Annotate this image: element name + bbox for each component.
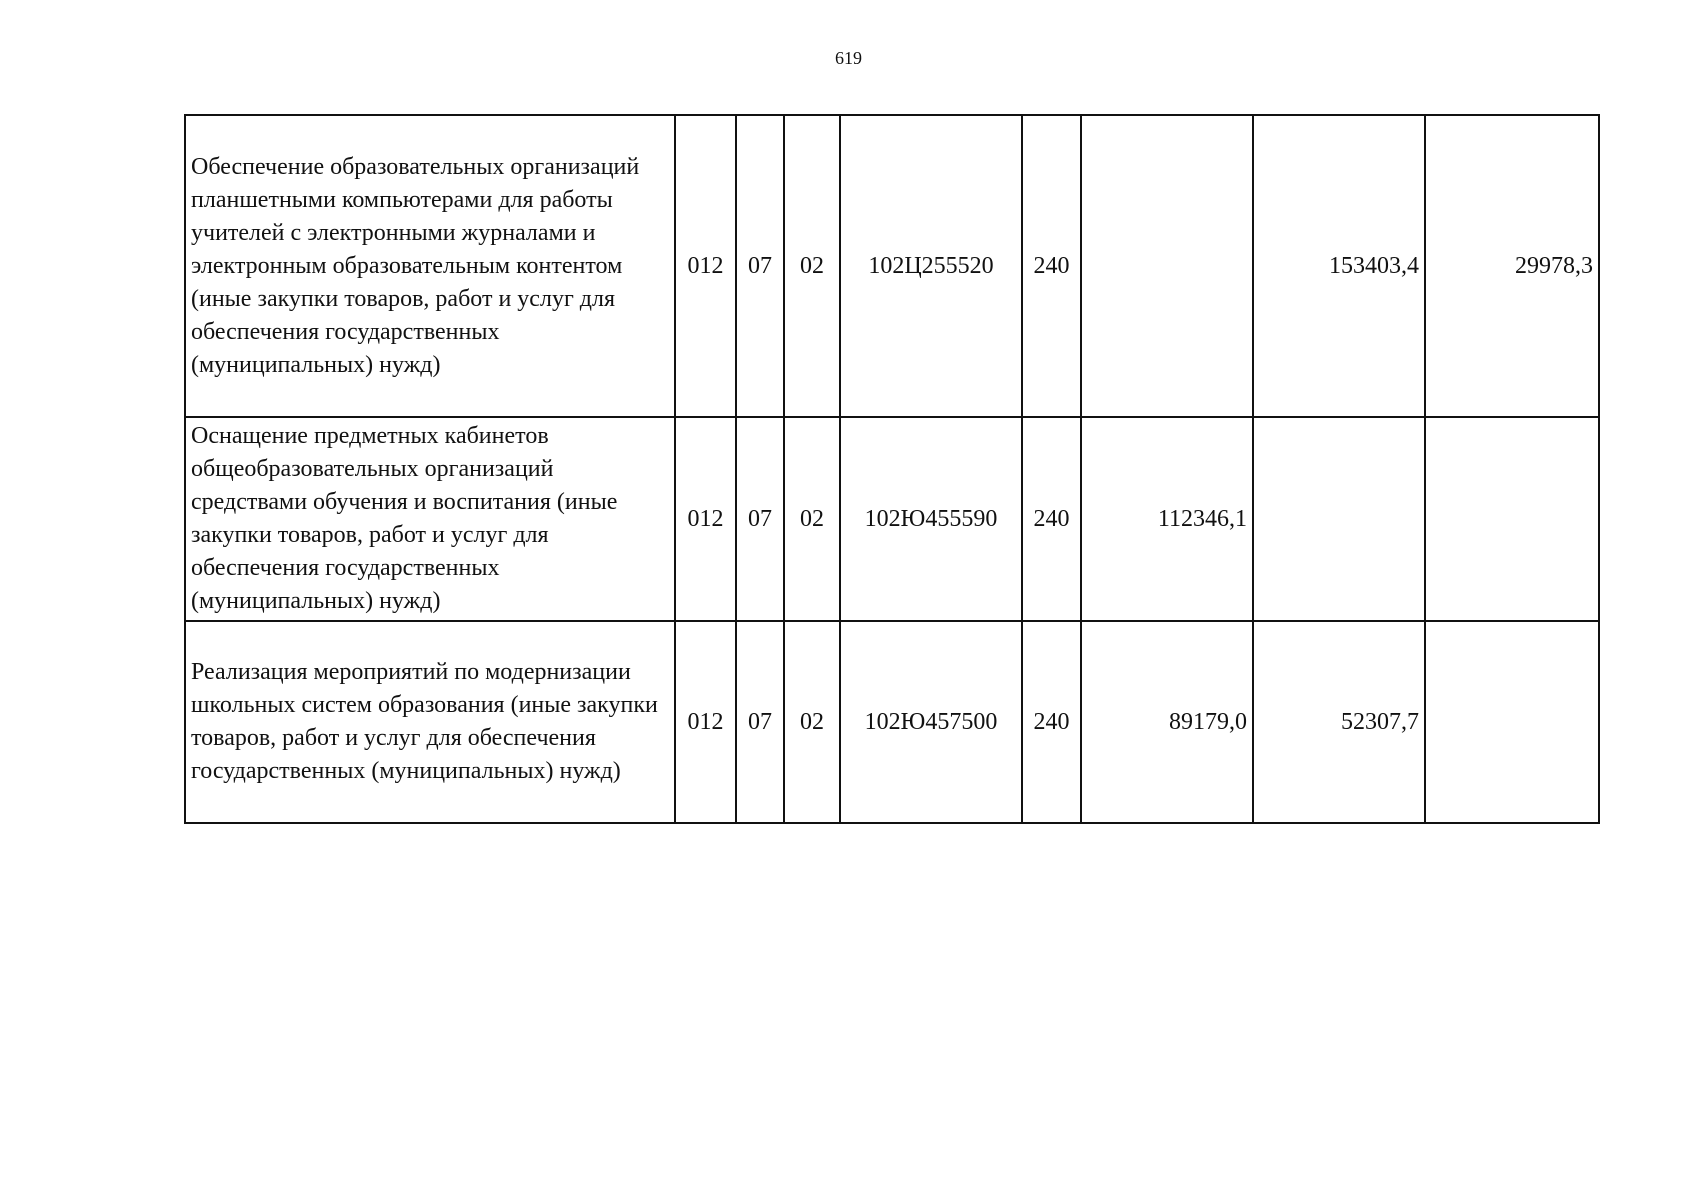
section-code-cell: 07 <box>736 417 784 621</box>
amount-1-cell: 112346,1 <box>1081 417 1253 621</box>
amount-2-cell: 52307,7 <box>1253 621 1425 823</box>
ministry-code-cell: 012 <box>675 621 736 823</box>
expense-type-cell: 240 <box>1022 621 1081 823</box>
target-article-cell: 102Ю455590 <box>840 417 1022 621</box>
amount-3-cell <box>1425 417 1599 621</box>
amount-3-cell <box>1425 621 1599 823</box>
amount-2-cell: 153403,4 <box>1253 115 1425 417</box>
ministry-code-cell: 012 <box>675 115 736 417</box>
target-article-cell: 102Ц255520 <box>840 115 1022 417</box>
table-row <box>185 621 1599 823</box>
description-cell: Обеспечение образовательных организаций планшетными компьютерами для работы учителей с электронными журналами и электронным образовательным контентом (иные закупки товаров, работ и услуг для обеспечения государственных (муниципальных) нужд) <box>185 115 675 417</box>
amount-1-cell <box>1081 115 1253 417</box>
description-cell: Оснащение предметных кабинетов общеобразовательных организаций средствами обучения и воспитания (иные закупки товаров, работ и услуг для обеспечения государственных (муниципальных) нужд) <box>185 417 675 621</box>
subsection-code-cell: 02 <box>784 621 840 823</box>
amount-1-cell: 89179,0 <box>1081 621 1253 823</box>
section-code-cell: 07 <box>736 621 784 823</box>
subsection-code-cell: 02 <box>784 115 840 417</box>
description-cell: Реализация мероприятий по модернизации школьных систем образования (иные закупки товаров, работ и услуг для обеспечения государственных (муниципальных) нужд) <box>185 621 675 823</box>
ministry-code-cell: 012 <box>675 417 736 621</box>
amount-3-cell: 29978,3 <box>1425 115 1599 417</box>
budget-table <box>184 114 1600 824</box>
table-row <box>185 417 1599 621</box>
expense-type-cell: 240 <box>1022 417 1081 621</box>
table-row <box>185 115 1599 417</box>
page-number: 619 <box>835 48 862 68</box>
expense-type-cell: 240 <box>1022 115 1081 417</box>
target-article-cell: 102Ю457500 <box>840 621 1022 823</box>
amount-2-cell <box>1253 417 1425 621</box>
subsection-code-cell: 02 <box>784 417 840 621</box>
section-code-cell: 07 <box>736 115 784 417</box>
